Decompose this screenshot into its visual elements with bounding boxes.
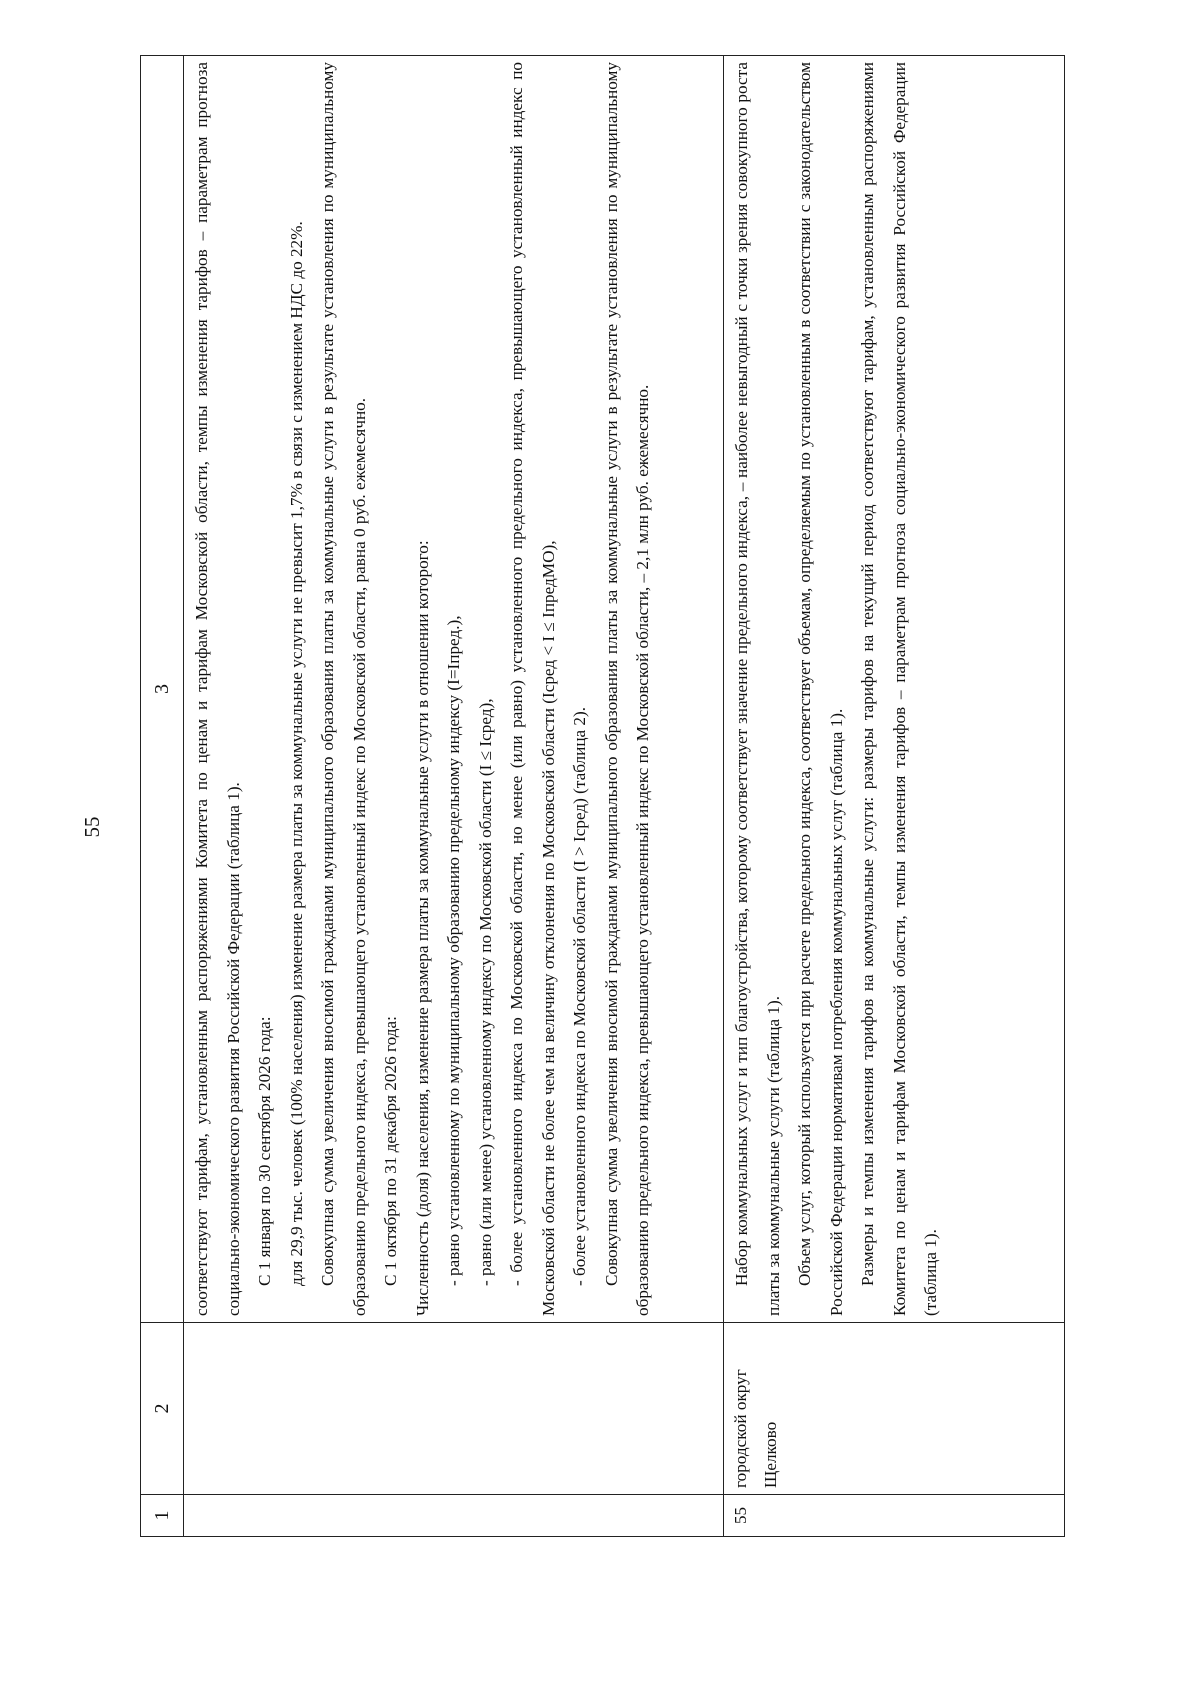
cont-paragraph: - более установленного индекса по Московской области, но менее (или равно) установленного предельного индекса, превышающего установленный индекс по Московской области не более чем на величину отклонения по Московской области (Iсред < I ≤ IпредМО), (507, 62, 558, 1316)
row-number: 55 (724, 1495, 1065, 1537)
cont-paragraph: - равно установленному по муниципальному образованию предельному индексу (I=Iпред.), (444, 615, 463, 1286)
cont-paragraph: - равно (или менее) установленному индексу по Московской области (I ≤ Iсред), (475, 698, 495, 1286)
municipality-name: городской округ Щелково (724, 1323, 1065, 1495)
table-header-row (141, 56, 184, 1537)
row-55-paragraph: Объем услуг, который используется при расчете предельного индекса, соответствует объемам, определяемым по установленным в соответствии с законодательством Российской Федерации нормативам потребления коммунальных услуг (таблица 1). (795, 62, 846, 1316)
cont-paragraph: С 1 января по 30 сентября 2026 года: (255, 1016, 274, 1286)
cont-paragraph: Совокупная сумма увеличения вносимой гражданами муниципального образования платы за коммунальные услуги в результате установления по муниципальному образованию предельного индекса, превышающего установленный индекс по Московской области, – 2,1 млн руб. ежемесячно. (601, 62, 652, 1316)
cont-col-1 (184, 1495, 724, 1537)
row-55-paragraph: Размеры и темпы изменения тарифов на коммунальные услуги: размеры тарифов на текущий период соответствуют тарифам, установленным распоряжениями Комитета по ценам и тарифам Московской области, темпы изменения тарифов – параметрам прогноза социально-экономического развития Российской Федерации (таблица 1). (858, 62, 940, 1316)
cont-paragraph: соответствуют тарифам, установленным распоряжениями Комитета по ценам и тарифам Московской области, темпы изменения тарифов – параметрам прогноза социально-экономического развития Российской Федерации (таблица 1). (192, 62, 243, 1316)
header-col-2: 2 (141, 1323, 184, 1495)
cont-paragraph: - более установленного индекса по Московской области (I > Iсред) (таблица 2). (570, 706, 589, 1286)
row-55-col-3 (724, 56, 1065, 1323)
table-row (184, 56, 724, 1537)
row-55-paragraph: Набор коммунальных услуг и тип благоустройства, которому соответствует значение предельного индекса, – наиболее невыгодный с точки зрения совокупного роста платы за коммунальные услуги (таблица 1). (732, 62, 783, 1316)
header-col-3: 3 (141, 56, 184, 1323)
cont-paragraph: для 29,9 тыс. человек (100% населения) изменение размера платы за коммунальные услуги не превысит 1,7% в связи с изменением НДС до 22%. (286, 221, 306, 1286)
cont-paragraph: Совокупная сумма увеличения вносимой гражданами муниципального образования платы за коммунальные услуги в результате установления по муниципальному образованию предельного индекса, превышающего установленный индекс по Московской области, равна 0 руб. ежемесячно. (318, 62, 369, 1316)
cont-col-2 (184, 1323, 724, 1495)
cont-paragraph: С 1 октября по 31 декабря 2026 года: (381, 1016, 400, 1286)
header-col-1: 1 (141, 1495, 184, 1537)
page-number: 55 (80, 816, 104, 838)
table-row (724, 56, 1065, 1537)
document-table (140, 55, 1065, 1537)
cont-paragraph: Численность (доля) населения, изменение размера платы за коммунальные услуги в отношении которого: (412, 540, 432, 1316)
cont-col-3 (184, 56, 724, 1323)
